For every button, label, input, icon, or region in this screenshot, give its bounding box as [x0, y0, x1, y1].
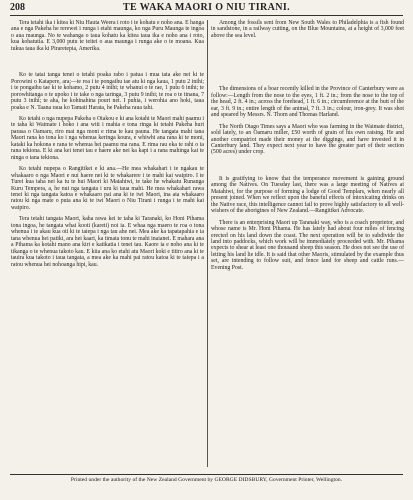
paragraph-otago-english: The North Otago Times says a Maori who was farming in the Waimate district, sold lately, to an Oamaru miller, £50 worth of grain of his own raising. He and another compatriot made their money at the diggings, and have invested it in Canterbury land. They expect next year to have the greater part of their section (500 acres) under crop. [211, 123, 404, 156]
paragraph-fossil-english: Among the fossils sent from New South Wales to Philadelphia is a fish found in sandstone, in a railway cutting, on the Blue Mountains, at a height of 3,000 feet above the sea level. [211, 20, 404, 39]
column-divider [207, 20, 208, 467]
printer-footer: Printed under the authority of the New Zealand Government by GEORGE DIDSBURY, Government Printer, Wellington. [70, 477, 343, 483]
right-column-english [211, 20, 404, 271]
paragraph-temperance-maori: Ko tetahi nupepa o Rangitikei e ki ana.—He mea whakahari i te ngakau te whakaaro o nga Maori e nui haere nei ki te whakarere i te mahi kai waipiro. I te Turei kua taha nei ka tu te hui Maori ki Matahiwi, te take he whakatu Runanga Kuru Tempera, a, he nui nga tangata i uru ki taua mahi. He mea whakahari rawa tenei ki nga tangata katoa e whakaaro pai ana ki te iwi Maori, ina ata whakaaro ratou ki nga mate o puta ana ki te iwi Maori o Niu Tirani i runga i te mahi kai waipiro. [11, 166, 204, 211]
paragraph-boar-maori: Ko te tatai tanga tenei o tetahi poaka rabo i patua i mua tata ake nei ki te Porowini o Katapere, ara;—te roa i te pongaihu tae atu ki nga kaua, 1 putu 2 inihi; i te pongaihu tae ki te kohamo, 2 putu 4 inihi; te whanui o te rae, 1 putu 6 inihi; te porowhitanga o te upoko i te take o nga taringa, 3 putu 9 inihi; te roa o te tinana, 7 putu 3 inihi; te aha, he kohinahina pouri nei. I puhia, i werohia ano hoki, taua poaka e N. Taana raua ko Tamati Harata, he Pakeha raua tahi. [11, 72, 204, 111]
footer-rule [10, 474, 403, 475]
paragraph-pihama-english: There is an enterprising Maori up Taranaki way, who is a coach proprietor, and whose name is Mr. Honi Pihama. He has lately had about four miles of fencing erected on his land down the coast. The next operation will be to subdivide the land into paddocks, which work will be immediately proceeded with. Mr. Pihama expects to shear at least one thousand sheep this season. He does not see the use of letting his land lie idle. It is said that other Maoris, stimulated by the example thus set, are intending to follow suit, and fence land for sheep and cattle runs.—Evening Post. [211, 219, 404, 271]
paragraph-pihama-maori: Tera tetahi tangata Maori, kaha rawa kei te taha ki Taranaki, ko Honi Pihama tona ingoa, he tangata whai kooti (kareti) noi ia. E whaa nga maero te roa o tona whenua i te akau kua oti ki te taiepa i nga tau ahe nei. Mea ake ka tapatapahia e ia tana whenua hei patiki, ara hei kaari, ka timata tonu te mahi inaianei. E mahara ana a Pihama ka kotahi mano ana kiri e katikatia i tenei tau. Kaore ia e noho ana ki te tikanga o te whenua takoto kau. E kiia ana ko etahi atu Maori koki e titiro ana ki te tauira kua takoto i taua tangata, a mea ake ka mahi pai ratou katoa ki te taiepa i a ratou whenua hei nohoanga hipi, kau. [11, 216, 204, 268]
paragraph-temperance-english: It is gratifying to know that the temperance movement is gaining ground among the Natives. On Tuesday last, there was a large meeting of Natives at Matahiwi, for the purpose of forming a lodge of Good Templars, when nearly all present joined. When we reflect upon the baneful effects of intoxicating drinks on the Native race, this intelligence cannot fail to prove highly satisfactory to all well-wishers of the aborigines of New Zealand.—Rangitikei Advocate. [211, 175, 404, 215]
page-title: TE WAKA MAORI O NIU TIRANI. [122, 2, 291, 13]
paragraph-fossil-maori: Tera tetahi ika i kitea ki Niu Hauta Weera i roto i te kohatu e noho ana. E hanga ana e nga Pakeha he rerewei i runga i etahi maunga, ko nga Puru Maunga te ingoa o aua maunga. No te wahanga o taua kohatu ka kitea taua ika e noho ana i roto, kua kohatutia. E 3,000 putu te teitei o aua maunga i runga ake o te moana. Kua tukua taua ika ki Piraretepia, Amerika. [11, 20, 204, 52]
paragraph-otago-maori: Ko tetahi o nga nupepa Pakeha o Otakou e ki ana kotahi te Maori mahi paamu i te taha ki Waimate i hoko i ana witi i mahia e tona ringa ki tetahi Pakeha huri parasa o Oamaru, riro mai nga moni e rima te kau pauna. He tangata mahi tana Maori rana ko tona ko i nga whenua keringa koura, e whiwhi ana rana ki te moni, kataki ka hokona e rana te whenua hei paamu ma rana. E rima rau eka te rahi o ta rana tekiona. E ki ana kei tenei tau e haere ake nei ka kapi i a rana mahinga kai te ninga o tana tekiona. [11, 115, 204, 161]
page-header [10, 2, 403, 16]
left-column-maori [11, 20, 204, 268]
paragraph-boar-english: The dimensions of a boar recently killed in the Province of Canterbury were as follow:—Length from the nose to the eyes, 1 ft. 2 in.; from the nose to the top of the head, 2 ft. 4 in.; across the forehead, 1 ft. 6 in.; circumference at the butt of the ear, 3 ft. 9 in.; entire length of the animal, 7 ft. 3 in.; colour, iron-grey. It was shot and speared by Messrs. N. Thorn and Thomas Harland. [211, 86, 404, 119]
page-number: 208 [10, 2, 25, 13]
